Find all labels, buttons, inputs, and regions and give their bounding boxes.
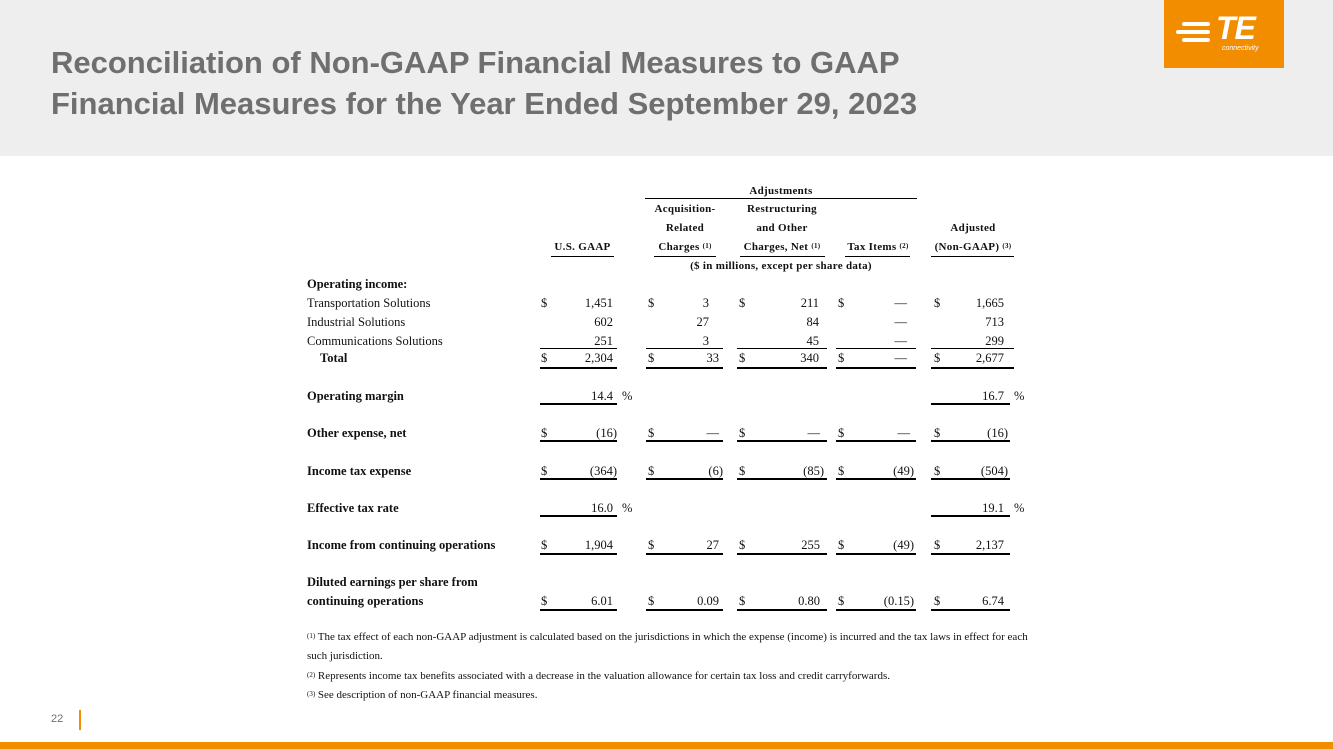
cell-value: 2,137 <box>975 538 1004 552</box>
row-rule <box>737 440 827 442</box>
dollar-sign: $ <box>541 464 548 478</box>
header-acq-line3: Charges $^{(1)}$ <box>658 241 712 253</box>
dollar-sign: $ <box>648 594 655 608</box>
row-rule <box>836 553 916 555</box>
cell-value: 16.7 <box>982 389 1004 403</box>
header-adjustments-rule <box>645 198 917 199</box>
dollar-sign: $ <box>838 594 845 608</box>
page-number: 22 <box>51 713 64 725</box>
subtotal-rule <box>540 348 617 349</box>
logo-subtext: connectivity <box>1222 45 1259 52</box>
header-adjusted-line3: (Non-GAAP) $^{(3)}$ <box>934 241 1012 253</box>
cell-value: — <box>807 426 820 440</box>
cell-value: (49) <box>893 464 914 478</box>
row-rule <box>931 609 1010 611</box>
dollar-sign: $ <box>541 296 548 310</box>
subtotal-rule <box>737 348 827 349</box>
label-eps-line2: continuing operations <box>307 594 424 608</box>
cell-value: — <box>894 351 907 365</box>
header-res-line2: and Other <box>756 222 808 234</box>
dollar-sign: $ <box>838 351 845 365</box>
dollar-sign: $ <box>838 296 845 310</box>
cell-value: (504) <box>980 464 1008 478</box>
dollar-sign: $ <box>838 538 845 552</box>
row-rule <box>646 440 723 442</box>
percent-sign: % <box>622 501 633 515</box>
row-rule <box>540 478 617 480</box>
total-double-rule <box>836 367 916 369</box>
dollar-sign: $ <box>934 464 941 478</box>
te-connectivity-logo <box>1164 0 1284 68</box>
cell-value: 19.1 <box>982 501 1004 515</box>
cell-value: 6.01 <box>591 594 613 608</box>
header-units: ($ in millions, except per share data) <box>690 260 872 272</box>
cell-value: 27 <box>706 538 719 552</box>
cell-value: 2,304 <box>584 351 613 365</box>
dollar-sign: $ <box>934 426 941 440</box>
cell-value: 713 <box>985 315 1004 329</box>
label-operating-income: Operating income: <box>307 277 408 291</box>
cell-value: 0.09 <box>697 594 719 608</box>
cell-value: — <box>897 426 910 440</box>
dollar-sign: $ <box>739 426 746 440</box>
cell-value: 45 <box>806 334 819 348</box>
dollar-sign: $ <box>648 426 655 440</box>
cell-value: (6) <box>708 464 723 478</box>
page-number-divider <box>79 710 81 730</box>
cell-value: 27 <box>696 315 709 329</box>
row-rule <box>540 515 617 517</box>
cell-value: — <box>706 426 719 440</box>
dollar-sign: $ <box>838 426 845 440</box>
row-rule <box>540 440 617 442</box>
cell-value: 251 <box>594 334 613 348</box>
label-communications: Communications Solutions <box>307 334 443 348</box>
total-double-rule <box>540 367 617 369</box>
dollar-sign: $ <box>648 538 655 552</box>
cell-value: 1,665 <box>975 296 1004 310</box>
total-double-rule <box>646 367 723 369</box>
subtotal-rule <box>931 348 1014 349</box>
logo-stripe <box>1182 22 1210 26</box>
dollar-sign: $ <box>838 464 845 478</box>
cell-value: (16) <box>987 426 1008 440</box>
total-double-rule <box>737 367 827 369</box>
cell-value: (85) <box>803 464 824 478</box>
dollar-sign: $ <box>541 351 548 365</box>
row-rule <box>540 553 617 555</box>
dollar-sign: $ <box>934 594 941 608</box>
row-rule <box>737 609 827 611</box>
row-rule <box>737 553 827 555</box>
label-transportation: Transportation Solutions <box>307 296 431 310</box>
cell-value: — <box>894 334 907 348</box>
row-rule <box>836 609 916 611</box>
footnote-2: $^{(2)}$ Represents income tax benefits associated with a decrease in the valuation allowance for certain tax loss and credit carryforwards. <box>307 670 890 682</box>
label-eps-line1: Diluted earnings per share from <box>307 575 478 589</box>
row-rule <box>931 403 1010 405</box>
cell-value: 3 <box>702 296 709 310</box>
dollar-sign: $ <box>541 594 548 608</box>
header-acq-line2: Related <box>665 222 705 234</box>
page-title-line-1: Reconciliation of Non-GAAP Financial Measures to GAAP <box>51 45 900 80</box>
dollar-sign: $ <box>648 296 655 310</box>
header-tax-items: Tax Items $^{(2)}$ <box>847 241 909 253</box>
row-rule <box>836 478 916 480</box>
row-rule <box>646 478 723 480</box>
dollar-sign: $ <box>739 351 746 365</box>
cell-value: 0.80 <box>798 594 820 608</box>
row-rule <box>646 553 723 555</box>
cell-value: 16.0 <box>591 501 613 515</box>
cell-value: 84 <box>806 315 819 329</box>
row-rule <box>540 403 617 405</box>
subtotal-rule <box>646 348 723 349</box>
row-rule <box>737 478 827 480</box>
cell-value: 3 <box>702 334 709 348</box>
dollar-sign: $ <box>541 538 548 552</box>
logo-text: TE <box>1216 10 1255 46</box>
row-rule <box>540 609 617 611</box>
header-res-line1: Restructuring <box>747 203 817 215</box>
subtotal-rule <box>836 348 916 349</box>
header-rule <box>931 256 1014 257</box>
cell-value: — <box>894 315 907 329</box>
cell-value: 602 <box>594 315 613 329</box>
header-adjusted-line2: Adjusted <box>950 222 996 234</box>
row-rule <box>931 553 1010 555</box>
cell-value: 33 <box>706 351 719 365</box>
cell-value: 2,677 <box>975 351 1004 365</box>
row-rule <box>931 515 1010 517</box>
page-title <box>51 42 1051 124</box>
cell-value: 1,904 <box>584 538 613 552</box>
cell-value: (364) <box>589 464 617 478</box>
cell-value: (49) <box>893 538 914 552</box>
cell-value: 255 <box>801 538 820 552</box>
cell-value: (16) <box>596 426 617 440</box>
header-res-line3: Charges, Net $^{(1)}$ <box>743 241 821 253</box>
dollar-sign: $ <box>739 296 746 310</box>
footnote-1: $^{(1)}$ The tax effect of each non-GAAP adjustment is calculated based on the jurisdictions in which the expense (income) is incurred and the tax laws in effect for each such jurisdiction. <box>307 631 1028 662</box>
footer-bar <box>0 742 1333 749</box>
label-operating-margin: Operating margin <box>307 389 404 403</box>
row-rule <box>836 440 916 442</box>
dollar-sign: $ <box>739 464 746 478</box>
dollar-sign: $ <box>934 538 941 552</box>
logo-stripe <box>1176 30 1210 34</box>
dollar-sign: $ <box>648 464 655 478</box>
header-adjustments: Adjustments <box>749 185 813 197</box>
cell-value: 211 <box>800 296 819 310</box>
row-rule <box>646 609 723 611</box>
label-industrial: Industrial Solutions <box>307 315 406 329</box>
dollar-sign: $ <box>739 538 746 552</box>
row-rule <box>931 478 1010 480</box>
percent-sign: % <box>1014 389 1025 403</box>
header-rule <box>551 256 614 257</box>
label-total: Total <box>320 351 348 365</box>
label-other-expense: Other expense, net <box>307 426 407 440</box>
header-usgaap: U.S. GAAP <box>554 241 611 253</box>
percent-sign: % <box>1014 501 1025 515</box>
percent-sign: % <box>622 389 633 403</box>
header-acq-line1: Acquisition- <box>654 203 716 215</box>
dollar-sign: $ <box>934 296 941 310</box>
cell-value: 14.4 <box>591 389 613 403</box>
dollar-sign: $ <box>739 594 746 608</box>
footnote-3: $^{(3)}$ See description of non-GAAP financial measures. <box>307 689 538 701</box>
cell-value: 6.74 <box>982 594 1004 608</box>
logo-stripe <box>1182 38 1210 42</box>
cell-value: — <box>894 296 907 310</box>
cell-value: 1,451 <box>584 296 613 310</box>
label-income-continuing: Income from continuing operations <box>307 538 496 552</box>
page-title-line-2: Financial Measures for the Year Ended September 29, 2023 <box>51 86 918 121</box>
cell-value: 299 <box>985 334 1004 348</box>
label-effective-tax: Effective tax rate <box>307 501 399 515</box>
dollar-sign: $ <box>648 351 655 365</box>
total-double-rule <box>931 367 1014 369</box>
label-income-tax: Income tax expense <box>307 464 412 478</box>
row-rule <box>931 440 1010 442</box>
cell-value: 340 <box>800 351 819 365</box>
dollar-sign: $ <box>541 426 548 440</box>
dollar-sign: $ <box>934 351 941 365</box>
cell-value: (0.15) <box>883 594 914 608</box>
